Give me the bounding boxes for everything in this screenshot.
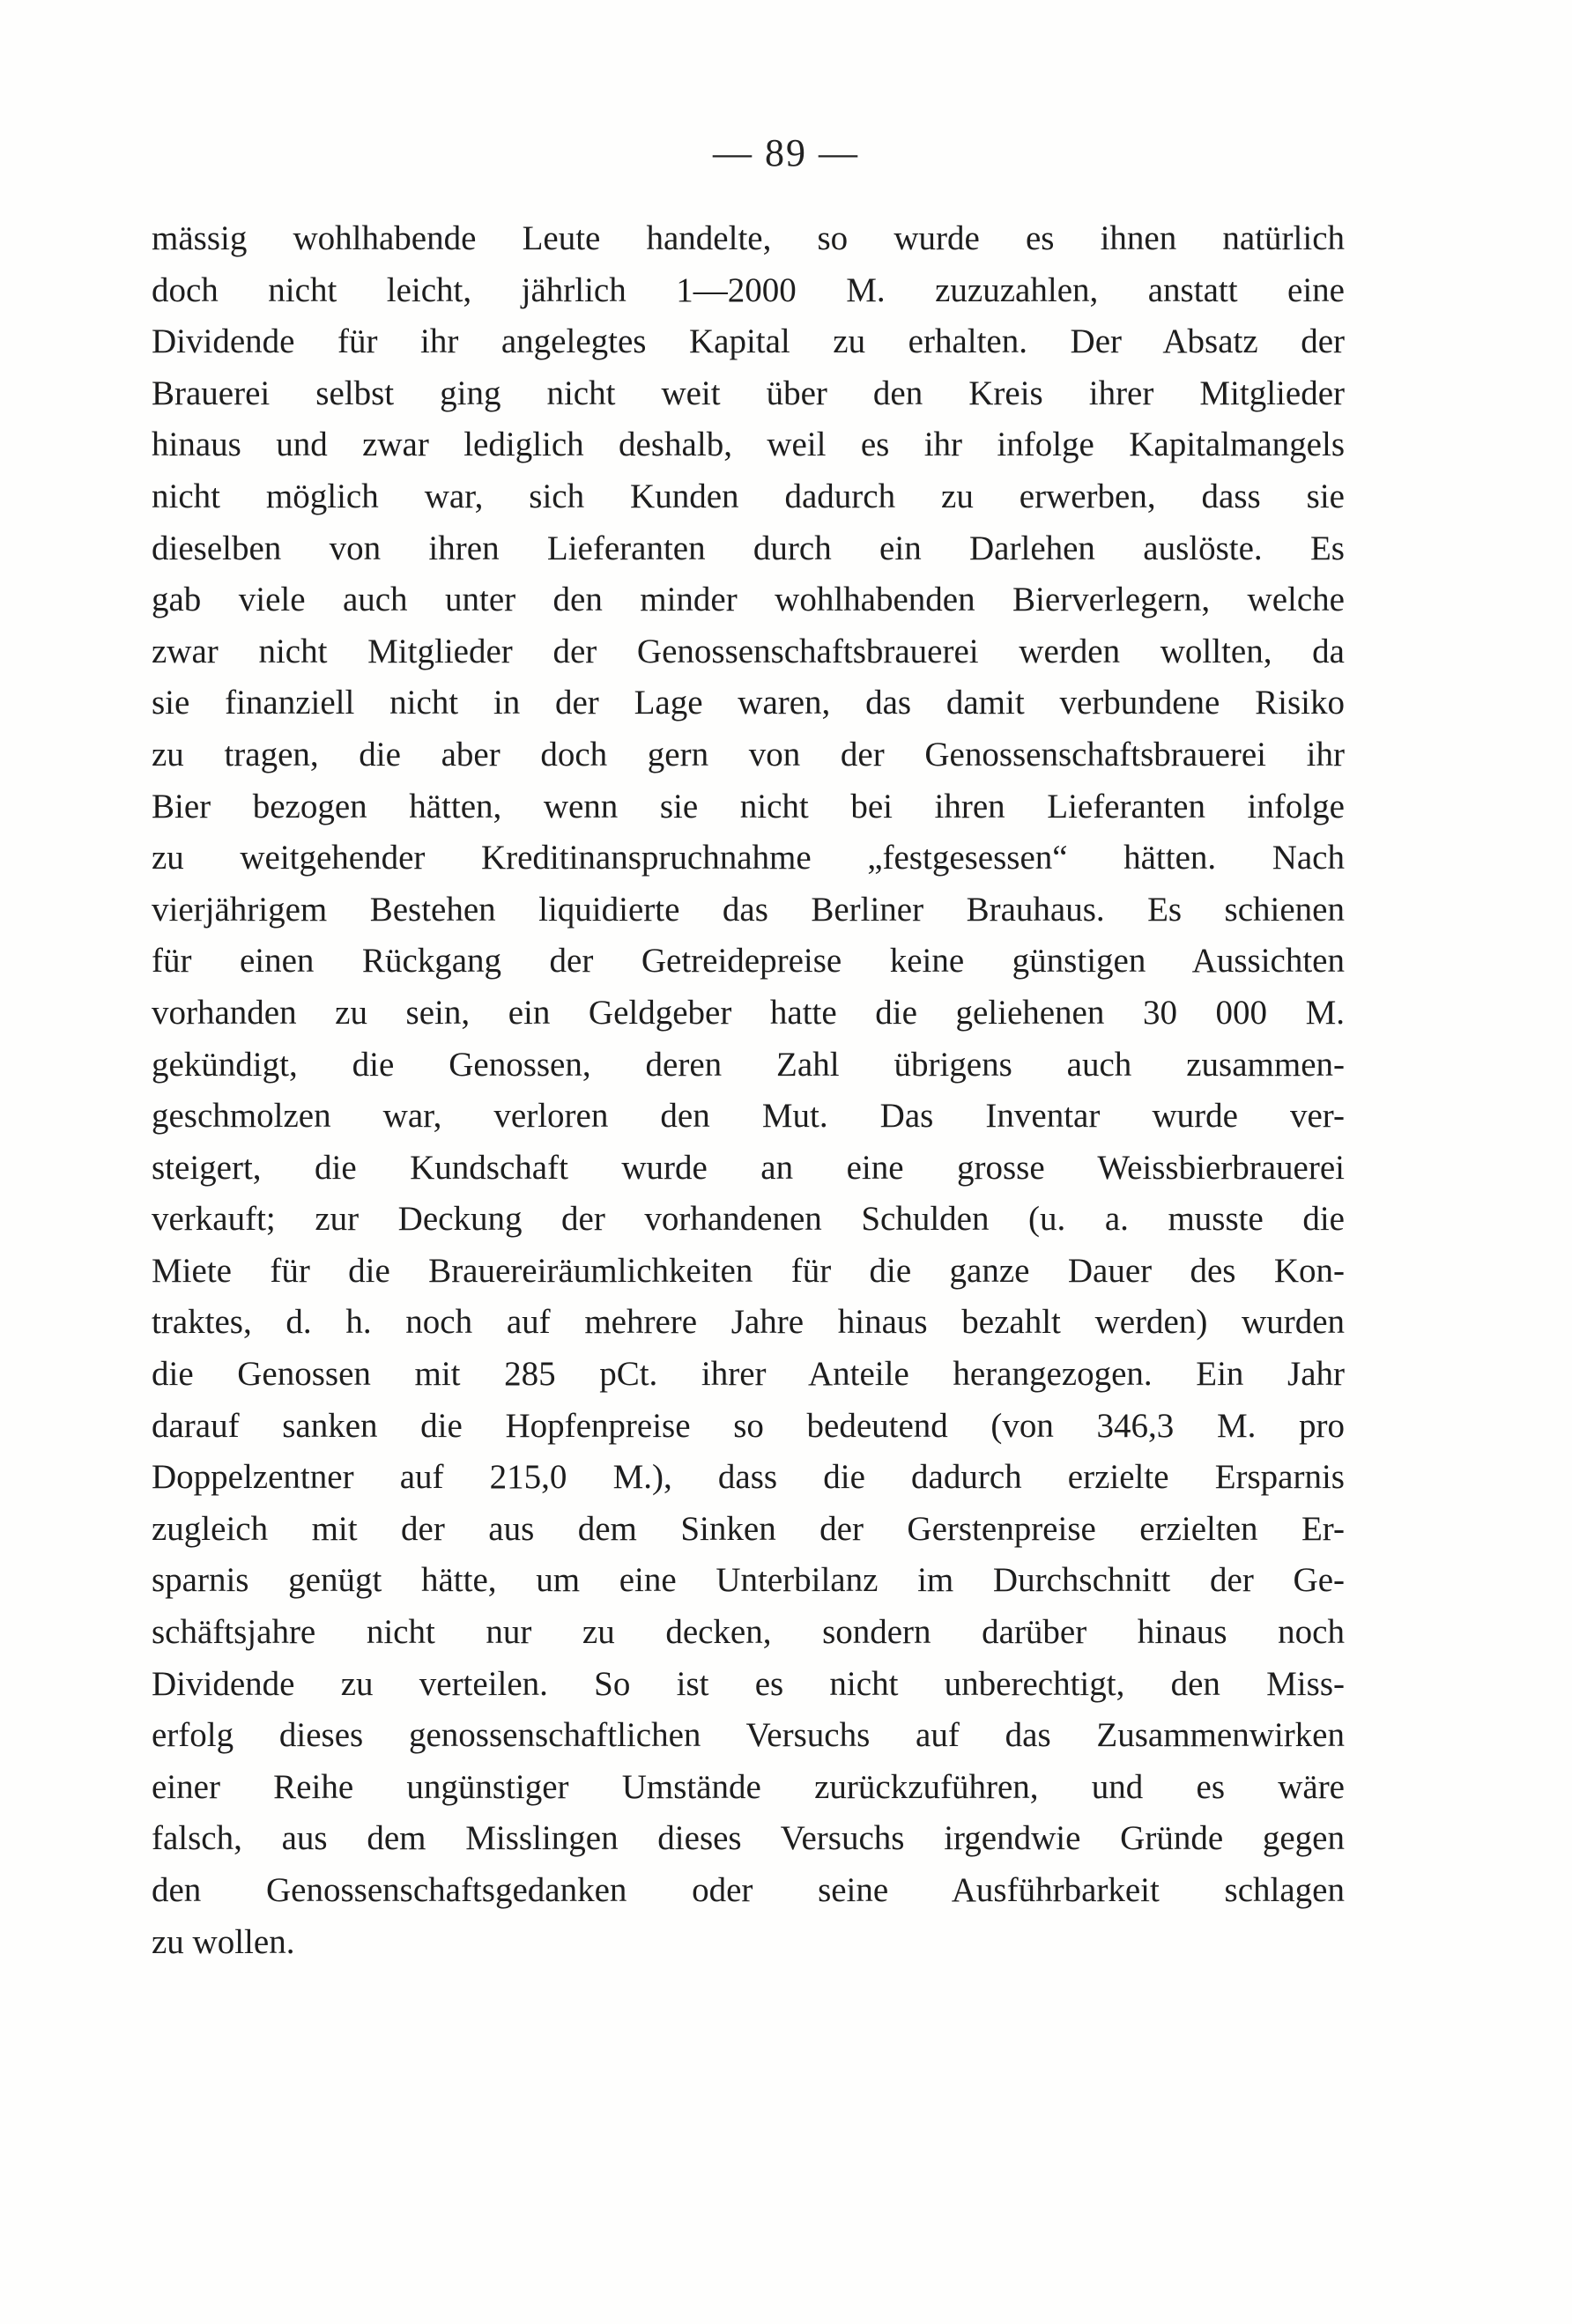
- text-line: die Genossen mit 285 pCt. ihrer Anteile herangezogen. Ein Jahr: [152, 1355, 1345, 1394]
- text-line: vierjährigem Bestehen liquidierte das Berliner Brauhaus. Es schienen: [152, 890, 1345, 929]
- body-text: [152, 213, 1345, 1968]
- text-line: doch nicht leicht, jährlich 1—2000 M. zuzuzahlen, anstatt eine: [152, 270, 1345, 309]
- text-line: falsch, aus dem Misslingen dieses Versuchs irgendwie Gründe gegen: [152, 1819, 1345, 1858]
- text-line: Miete für die Brauereiräumlichkeiten für die ganze Dauer des Kon-: [152, 1251, 1345, 1290]
- text-line: sparnis genügt hätte, um eine Unterbilanz im Durchschnitt der Ge-: [152, 1561, 1345, 1600]
- text-line: Bier bezogen hätten, wenn sie nicht bei ihren Lieferanten infolge: [152, 787, 1345, 825]
- text-line: Brauerei selbst ging nicht weit über den Kreis ihrer Mitglieder: [152, 374, 1345, 412]
- text-line: verkauft; zur Deckung der vorhandenen Schulden (u. a. musste die: [152, 1200, 1345, 1239]
- text-line: zu weitgehender Kreditinanspruchnahme „festgesessen“ hätten. Nach: [152, 839, 1345, 877]
- text-line: zwar nicht Mitglieder der Genossenschaftsbrauerei werden wollten, da: [152, 632, 1345, 670]
- text-line: vorhanden zu sein, ein Geldgeber hatte die geliehenen 30 000 M.: [152, 993, 1345, 1032]
- text-line: nicht möglich war, sich Kunden dadurch zu erwerben, dass sie: [152, 477, 1345, 515]
- text-line: zu tragen, die aber doch gern von der Genossenschaftsbrauerei ihr: [152, 735, 1345, 773]
- text-line: traktes, d. h. noch auf mehrere Jahre hinaus bezahlt werden) wurden: [152, 1303, 1345, 1342]
- text-line: zugleich mit der aus dem Sinken der Gerstenpreise erzielten Er-: [152, 1509, 1345, 1548]
- text-line: steigert, die Kundschaft wurde an eine grosse Weissbierbrauerei: [152, 1148, 1345, 1187]
- text-line: hinaus und zwar lediglich deshalb, weil es ihr infolge Kapitalmangels: [152, 426, 1345, 464]
- text-line: Doppelzentner auf 215,0 M.), dass die dadurch erzielte Ersparnis: [152, 1458, 1345, 1497]
- text-line: mässig wohlhabende Leute handelte, so wurde es ihnen natürlich: [152, 219, 1345, 257]
- text-line: einer Reihe ungünstiger Umstände zurückzuführen, und es wäre: [152, 1767, 1345, 1806]
- text-line: geschmolzen war, verloren den Mut. Das Inventar wurde ver-: [152, 1097, 1345, 1136]
- text-line: schäftsjahre nicht nur zu decken, sondern darüber hinaus noch: [152, 1613, 1345, 1652]
- text-line: gekündigt, die Genossen, deren Zahl übrigens auch zusammen-: [152, 1045, 1345, 1084]
- text-line: darauf sanken die Hopfenpreise so bedeutend (von 346,3 M. pro: [152, 1406, 1345, 1445]
- page-number: — 89 —: [713, 131, 859, 174]
- text-line-last: zu wollen.: [152, 1922, 295, 1961]
- text-line: Dividende zu verteilen. So ist es nicht unberechtigt, den Miss-: [152, 1664, 1345, 1703]
- text-line: dieselben von ihren Lieferanten durch ein Darlehen auslöste. Es: [152, 529, 1345, 567]
- text-line: erfolg dieses genossenschaftlichen Versuchs auf das Zusammenwirken: [152, 1716, 1345, 1755]
- text-line: sie finanziell nicht in der Lage waren, das damit verbundene Risiko: [152, 684, 1345, 722]
- text-line: den Genossenschaftsgedanken oder seine Ausführbarkeit schlagen: [152, 1871, 1345, 1909]
- text-line: Dividende für ihr angelegtes Kapital zu erhalten. Der Absatz der: [152, 322, 1345, 361]
- text-line: gab viele auch unter den minder wohlhabenden Bierverlegern, welche: [152, 581, 1345, 619]
- text-line: für einen Rückgang der Getreidepreise keine günstigen Aussichten: [152, 942, 1345, 981]
